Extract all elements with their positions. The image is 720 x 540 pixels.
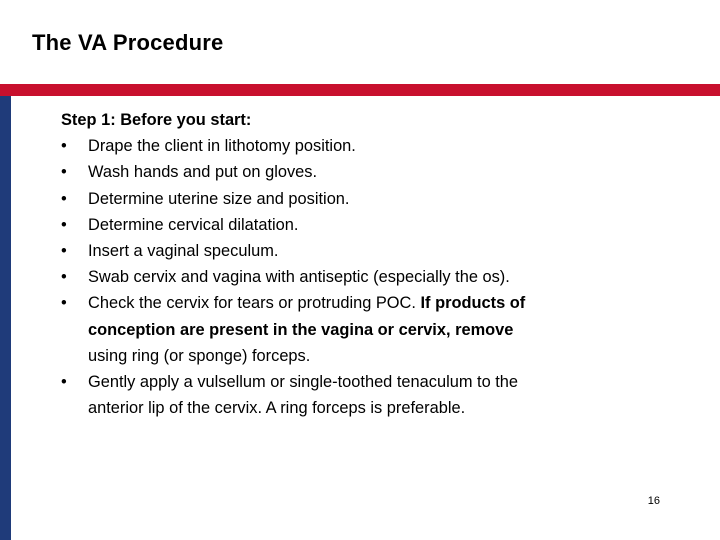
bullet-marker: • [61, 163, 67, 182]
bullet-text-line [88, 290, 661, 316]
bullet-marker: • [61, 294, 67, 313]
bullet-marker: • [61, 215, 67, 234]
bullet-list [61, 133, 661, 421]
bullet-text: anterior lip of the cervix. A ring forceps is preferable. [88, 399, 466, 418]
slide-title: The VA Procedure [32, 30, 224, 55]
bullet-text: using ring (or sponge) forceps. [88, 346, 311, 365]
bullet-text: Determine cervical dilatation. [88, 215, 299, 234]
bullet-text-bold: If products of [420, 294, 526, 313]
step-heading: Step 1: Before you start: [61, 111, 252, 129]
page-number: 16 [647, 495, 660, 507]
bullet-text-bold: conception are present in the vagina or cervix, remove [88, 320, 514, 339]
bullet-text: Determine uterine size and position. [88, 189, 350, 208]
list-item [61, 238, 661, 264]
list-item [61, 264, 661, 290]
bullet-marker: • [61, 373, 67, 392]
bullet-text: Wash hands and put on gloves. [88, 163, 318, 182]
list-item [61, 133, 661, 159]
side-bar [0, 96, 11, 540]
list-item [61, 212, 661, 238]
list-item [61, 290, 661, 369]
slide-content [61, 107, 661, 421]
bullet-marker: • [61, 242, 67, 261]
bullet-marker: • [61, 137, 67, 156]
bullet-text: Gently apply a vulsellum or single-toothed tenaculum to the [88, 373, 519, 392]
bullet-text: Insert a vaginal speculum. [88, 242, 279, 261]
list-item [61, 159, 661, 185]
bullet-marker: • [61, 268, 67, 287]
bullet-text: Drape the client in lithotomy position. [88, 137, 356, 156]
accent-bar [0, 84, 720, 96]
list-item [61, 369, 661, 421]
bullet-marker: • [61, 189, 67, 208]
bullet-text: Swab cervix and vagina with antiseptic (especially the os). [88, 268, 510, 287]
list-item [61, 186, 661, 212]
bullet-text-normal: Check the cervix for tears or protruding POC. [88, 294, 421, 313]
